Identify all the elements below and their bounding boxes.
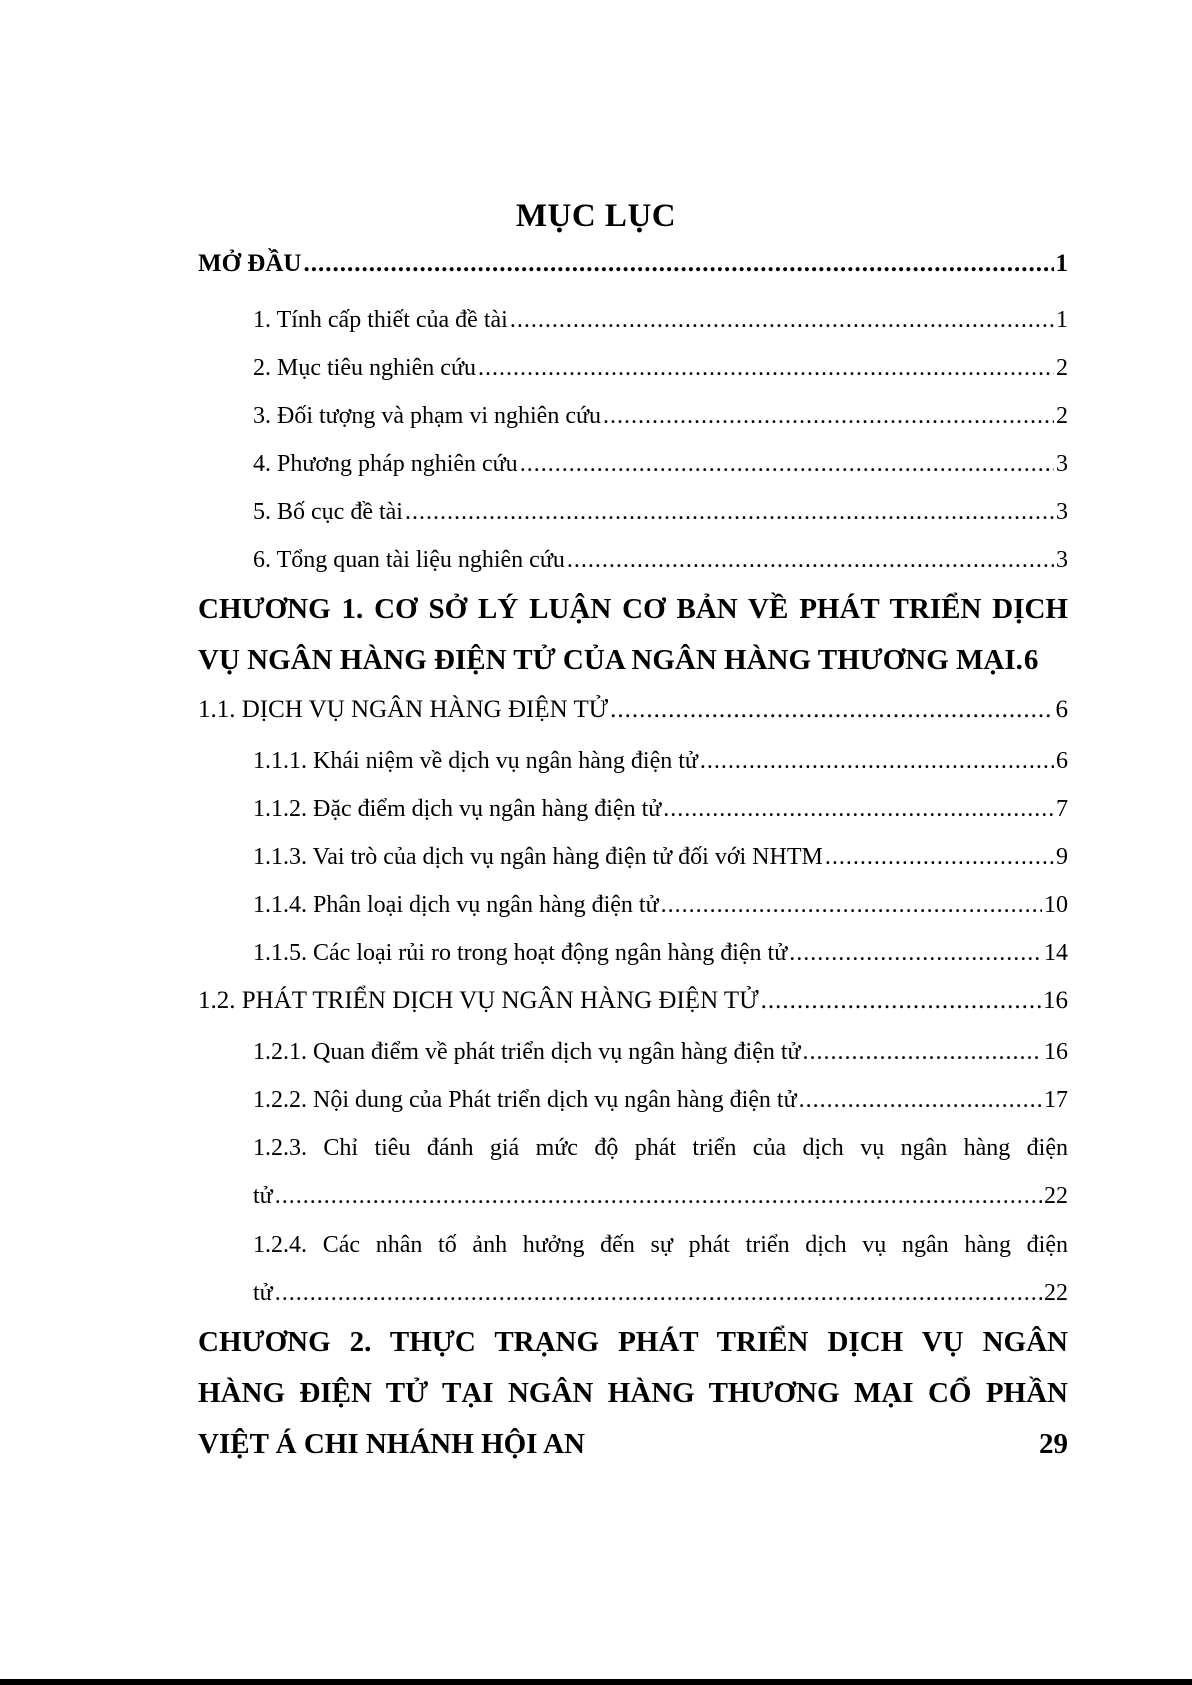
- toc-page-number: 3: [1056, 499, 1068, 525]
- toc-page-number: 22: [1044, 1280, 1068, 1306]
- toc-chapter-1[interactable]: [198, 584, 1068, 686]
- leader-dots: [603, 400, 1054, 432]
- toc-entry-text: 2. Mục tiêu nghiên cứu: [253, 355, 476, 381]
- toc-entry-text: 1. Tính cấp thiết của đề tài: [253, 307, 508, 333]
- toc-entry-text: 1.1.2. Đặc điểm dịch vụ ngân hàng điện tử: [253, 796, 662, 822]
- toc-page-number: 17: [1044, 1087, 1068, 1113]
- toc-entry-text: 1.1.3. Vai trò của dịch vụ ngân hàng điện tử đối với NHTM: [253, 844, 823, 870]
- toc-page-number: 3: [1056, 547, 1068, 573]
- toc-entry-text: 4. Phương pháp nghiên cứu: [253, 451, 518, 477]
- leader-dots: [520, 448, 1054, 480]
- leader-dots: [275, 1277, 1042, 1309]
- leader-dots: [405, 496, 1054, 528]
- toc-entry-text: 1.2.1. Quan điểm về phát triển dịch vụ ngân hàng điện tử: [253, 1039, 801, 1065]
- toc-entry-1-1-3[interactable]: [253, 841, 1068, 873]
- toc-page-number: 6: [1023, 644, 1039, 676]
- toc-entry-5[interactable]: [253, 496, 1068, 528]
- toc-entry-1-1-4[interactable]: [253, 889, 1068, 921]
- leader-dots: .: [1015, 644, 1024, 676]
- toc-page-number: 14: [1044, 940, 1068, 966]
- toc-entry-text: MỞ ĐẦU: [198, 250, 302, 277]
- toc-entry-1-1-1[interactable]: [253, 745, 1068, 777]
- toc-entry-1-1-2[interactable]: [253, 793, 1068, 825]
- leader-dots: [700, 745, 1054, 777]
- toc-title: [0, 191, 1192, 241]
- toc-page-number: 2: [1056, 355, 1068, 381]
- leader-dots: [275, 1180, 1042, 1212]
- toc-entry-text: 1.1. DỊCH VỤ NGÂN HÀNG ĐIỆN TỬ: [198, 696, 609, 723]
- toc-entry-text: 6. Tổng quan tài liệu nghiên cứu: [253, 547, 565, 573]
- toc-entry-text: 5. Bố cục đề tài: [253, 499, 403, 525]
- toc-page-number: 10: [1044, 892, 1068, 918]
- toc-entry-text: 1.1.4. Phân loại dịch vụ ngân hàng điện tử: [253, 892, 659, 918]
- toc-entry-text: 1.2.2. Nội dung của Phát triển dịch vụ ngân hàng điện tử: [253, 1087, 797, 1113]
- leader-dots: [510, 304, 1054, 336]
- toc-page-number: 3: [1056, 451, 1068, 477]
- chapter-2-line-3: [198, 1419, 1068, 1470]
- toc-entry-6[interactable]: [253, 544, 1068, 576]
- toc-page-number: 22: [1044, 1183, 1068, 1209]
- toc-entry-1-2-3-line-1[interactable]: 1.2.3. Chỉ tiêu đánh giá mức độ phát triển của dịch vụ ngân hàng điện: [253, 1135, 1068, 1161]
- toc-entry-4[interactable]: [253, 448, 1068, 480]
- toc-entry-1-2-1[interactable]: [253, 1036, 1068, 1068]
- leader-dots: [761, 985, 1041, 1017]
- bottom-edge-bar: [0, 1679, 1192, 1685]
- toc-entry-text: tử: [253, 1280, 273, 1306]
- toc-entry-text: 1.1.1. Khái niệm về dịch vụ ngân hàng điện tử: [253, 748, 698, 774]
- toc-entry-text: 1.1.5. Các loại rủi ro trong hoạt động ngân hàng điện tử: [253, 940, 788, 966]
- toc-entry-3[interactable]: [253, 400, 1068, 432]
- toc-page-number: 9: [1056, 844, 1068, 870]
- toc-entry-text: VIỆT Á CHI NHÁNH HỘI AN: [198, 1428, 585, 1460]
- toc-page-number: 29: [1039, 1428, 1068, 1460]
- toc-page-number: 1: [1056, 307, 1068, 333]
- toc-section-1-1[interactable]: [198, 694, 1068, 726]
- chapter-2-line-2: HÀNG ĐIỆN TỬ TẠI NGÂN HÀNG THƯƠNG MẠI CỔ PHẦN: [198, 1377, 1068, 1409]
- toc-page-number: 16: [1044, 1039, 1068, 1065]
- toc-page-number: 6: [1055, 696, 1068, 723]
- leader-dots: [825, 841, 1054, 873]
- toc-page-number: 6: [1056, 748, 1068, 774]
- leader-dots: [303, 248, 1053, 280]
- toc-page-number: 1: [1055, 250, 1068, 277]
- leader-dots: [789, 937, 1042, 969]
- toc-page-number: 16: [1043, 987, 1068, 1014]
- leader-dots: [661, 889, 1042, 921]
- toc-entry-text: tử: [253, 1183, 273, 1209]
- toc-page-number: 7: [1056, 796, 1068, 822]
- toc-entry-2[interactable]: [253, 352, 1068, 384]
- toc-entry-text: 1.2. PHÁT TRIỂN DỊCH VỤ NGÂN HÀNG ĐIỆN TỬ: [198, 987, 759, 1014]
- leader-dots: [610, 694, 1053, 726]
- toc-entry-1-2-4[interactable]: [253, 1277, 1068, 1309]
- toc-entry-intro[interactable]: [198, 248, 1068, 280]
- toc-entry-1-2-4-line-1[interactable]: 1.2.4. Các nhân tố ảnh hưởng đến sự phát triển dịch vụ ngân hàng điện: [253, 1232, 1068, 1258]
- toc-entry-text: 3. Đối tượng và phạm vi nghiên cứu: [253, 403, 601, 429]
- toc-entry-text: VỤ NGÂN HÀNG ĐIỆN TỬ CỦA NGÂN HÀNG THƯƠNG MẠI: [198, 644, 1016, 676]
- toc-entry-1[interactable]: [253, 304, 1068, 336]
- chapter-1-line-2: [198, 635, 1068, 686]
- leader-dots: [567, 544, 1054, 576]
- toc-chapter-2[interactable]: [198, 1317, 1068, 1470]
- toc-entry-1-2-3[interactable]: [253, 1180, 1068, 1212]
- toc-title-text: MỤC LỤC: [515, 198, 677, 234]
- chapter-2-line-1: CHƯƠNG 2. THỰC TRẠNG PHÁT TRIỂN DỊCH VỤ NGÂN: [198, 1326, 1068, 1358]
- leader-dots: [478, 352, 1054, 384]
- chapter-1-line-1: CHƯƠNG 1. CƠ SỞ LÝ LUẬN CƠ BẢN VỀ PHÁT TRIỂN DỊCH: [198, 593, 1068, 625]
- toc-entry-1-2-2[interactable]: [253, 1084, 1068, 1116]
- leader-dots: [799, 1084, 1042, 1116]
- toc-section-1-2[interactable]: [198, 985, 1068, 1017]
- toc-entry-1-1-5[interactable]: [253, 937, 1068, 969]
- leader-dots: [803, 1036, 1042, 1068]
- toc-page-number: 2: [1056, 403, 1068, 429]
- leader-dots: [663, 793, 1054, 825]
